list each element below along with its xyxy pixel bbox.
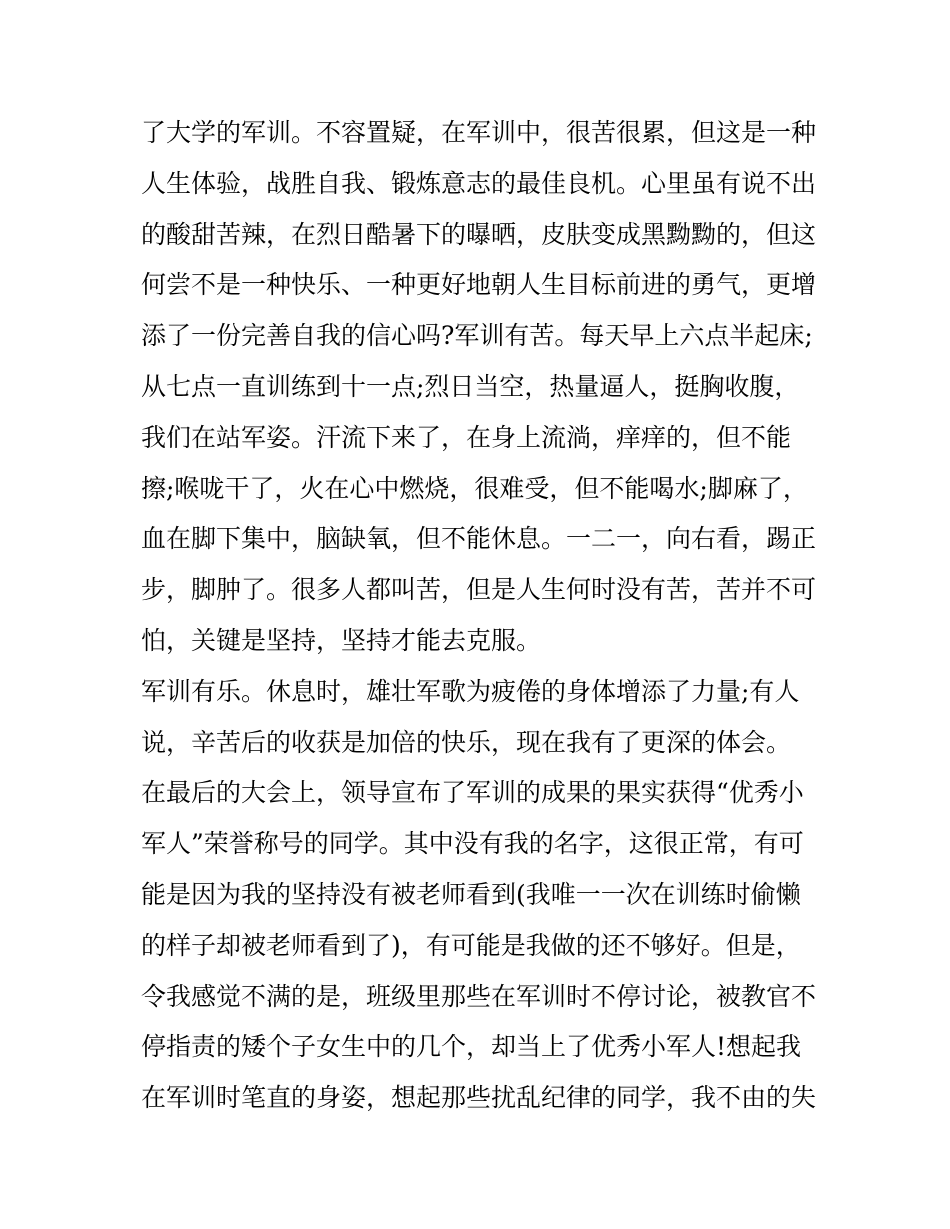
text-line: 的样子却被老师看到了)，有可能是我做的还不够好。但是， (141, 930, 801, 960)
document-body (141, 108, 821, 1124)
text-line: 怕，关键是坚持，坚持才能去克服。 (141, 625, 542, 655)
text-line: 停指责的矮个子女生中的几个，却当上了优秀小军人!想起我 (141, 1032, 802, 1062)
text-line: 军训有乐。休息时，雄壮军歌为疲倦的身体增添了力量;有人 (141, 676, 800, 706)
text-line: 步，脚肿了。很多人都叫苦，但是人生何时没有苦，苦并不可 (141, 575, 817, 605)
text-line: 添了一份完善自我的信心吗?军训有苦。每天早上六点半起床; (141, 321, 813, 351)
text-line: 何尝不是一种快乐、一种更好地朝人生目标前进的勇气，更增 (141, 270, 817, 300)
text-line: 说，辛苦后的收获是加倍的快乐，现在我有了更深的体会。 (141, 727, 792, 757)
text-line: 能是因为我的坚持没有被老师看到(我唯一一次在训练时偷懒 (141, 879, 801, 909)
text-line: 人生体验，战胜自我、锻炼意志的最佳良机。心里虽有说不出 (141, 168, 817, 198)
text-line: 令我感觉不满的是，班级里那些在军训时不停讨论，被教官不 (141, 981, 817, 1011)
text-line: 在最后的大会上，领导宣布了军训的成果的果实获得“优秀小 (141, 778, 804, 808)
text-line: 血在脚下集中，脑缺氧，但不能休息。一二一，向右看，踢正 (141, 524, 817, 554)
text-line: 从七点一直训练到十一点;烈日当空，热量逼人，挺胸收腹， (141, 371, 800, 401)
text-line: 的酸甜苦辣，在烈日酷暑下的曝晒，皮肤变成黑黝黝的，但这 (141, 219, 817, 249)
text-line: 擦;喉咙干了，火在心中燃烧，很难受，但不能喝水;脚麻了， (141, 473, 808, 503)
text-line: 军人”荣誉称号的同学。其中没有我的名字，这很正常，有可 (141, 829, 804, 859)
text-line: 在军训时笔直的身姿，想起那些扰乱纪律的同学，我不由的失 (141, 1083, 817, 1113)
text-line: 了大学的军训。不容置疑，在军训中，很苦很累，但这是一种 (141, 118, 817, 147)
text-line: 我们在站军姿。汗流下来了，在身上流淌，痒痒的，但不能 (141, 422, 792, 452)
